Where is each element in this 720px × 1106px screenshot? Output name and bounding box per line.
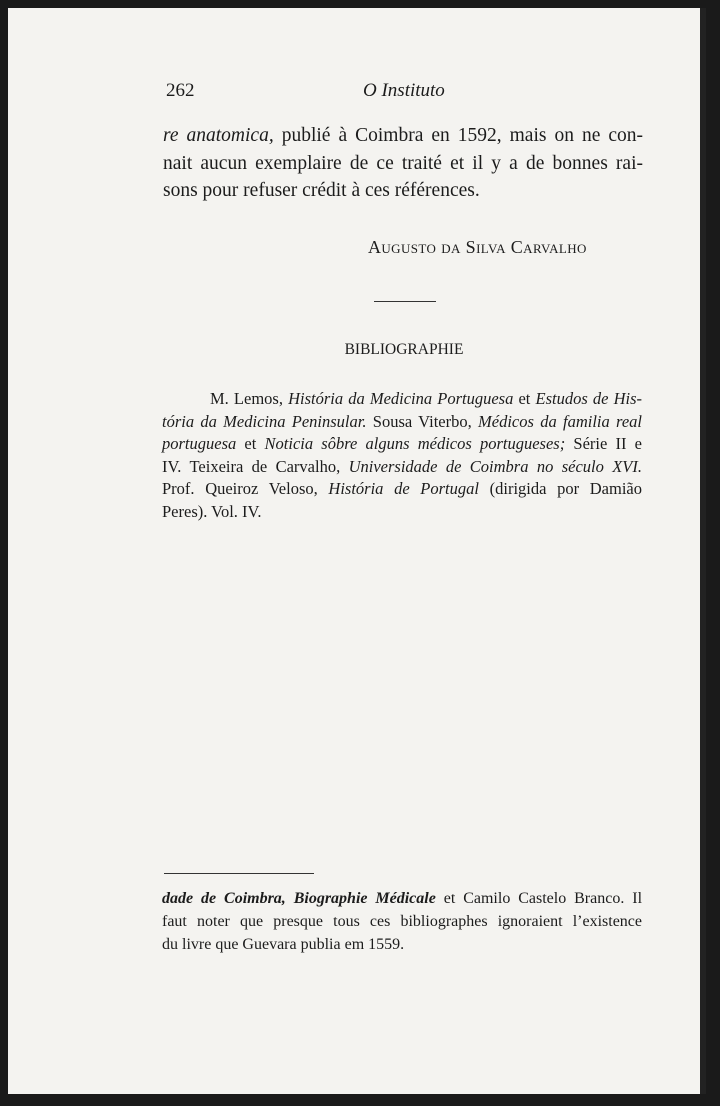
running-title: O Instituto — [363, 80, 445, 101]
bib-title: Estudos de His- — [535, 389, 642, 408]
bibliography-line — [162, 456, 642, 479]
bib-title: História da Medicina Portuguesa — [288, 389, 514, 408]
bib-text: et — [513, 389, 536, 408]
bibliography-line — [162, 388, 642, 411]
bibliography-line — [162, 501, 642, 524]
body-line: nait aucun exemplaire de ce traité et il y a de bonnes rai- — [163, 152, 643, 174]
bibliography-line — [162, 433, 642, 456]
section-divider — [374, 301, 436, 302]
bib-text: (dirigida por Damião — [478, 479, 642, 498]
footnote-line — [162, 887, 642, 910]
bib-text: Peres). Vol. IV. — [162, 501, 262, 521]
bibliography-heading: BIBLIOGRAPHIE — [344, 341, 464, 358]
bib-text: Prof. Queiroz Veloso, — [162, 479, 329, 498]
footnote-line: faut noter que presque tous ces bibliographes ignoraient l’existence — [162, 913, 642, 930]
footnote-text: et Camilo Castelo Branco. Il — [435, 890, 643, 907]
bibliography-line — [162, 478, 642, 501]
footnote-title: dade de Coimbra, Biographie Médicale — [162, 890, 436, 907]
bibliography-line — [162, 411, 642, 434]
footnote-line: du livre que Guevara publia em 1559. — [162, 936, 405, 953]
footnote — [162, 887, 642, 956]
body-line-italic: re anatomica, — [163, 125, 274, 146]
bib-text: et — [236, 434, 265, 453]
author-signature: Augusto da Silva Carvalho — [368, 237, 587, 257]
body-paragraph — [163, 122, 643, 205]
bib-title: Noticia sôbre alguns médicos portugueses; — [264, 434, 566, 453]
body-line-text: publié à Coimbra en 1592, mais on ne con- — [273, 125, 643, 146]
body-line: sons pour refuser crédit à ces références. — [163, 180, 480, 201]
bib-text: M. Lemos, — [210, 389, 289, 408]
page-number: 262 — [166, 80, 195, 101]
bib-title: História de Portugal — [328, 479, 479, 498]
bib-title: portuguesa — [162, 434, 237, 453]
bibliography-entry — [162, 388, 642, 523]
bib-title: Universidade de Coimbra no século XVI. — [348, 456, 642, 476]
body-line — [163, 122, 643, 150]
bib-text: Série II e — [565, 434, 642, 453]
bib-title: tória da Medicina Peninsular. — [162, 411, 367, 431]
bib-title: Médicos da familia real — [478, 411, 642, 431]
bib-text: Sousa Viterbo, — [366, 411, 479, 431]
book-page — [8, 8, 706, 1094]
footnote-rule — [164, 873, 314, 874]
bib-text: IV. Teixeira de Carvalho, — [162, 456, 349, 476]
